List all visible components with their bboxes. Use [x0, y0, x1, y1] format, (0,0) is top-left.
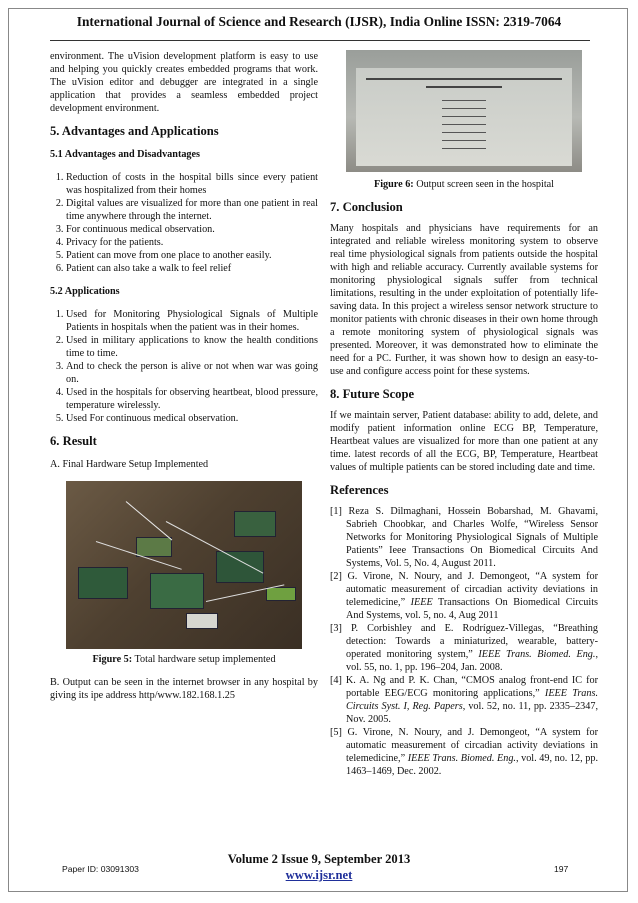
reference-venue: IEEE Trans. Biomed. Eng.	[407, 753, 516, 764]
reference-text: P. Corbishley and E. Rodríguez-Villegas, “Breathing detection: Towards a miniaturized, wearable, battery-operated monitoring system,”	[341, 623, 598, 660]
screen-text-line	[442, 108, 486, 109]
footer-page-number: 197	[554, 864, 569, 874]
reference-number: [3]	[330, 623, 342, 634]
list-item: 4. Privacy for the patients.	[66, 236, 318, 249]
reference-number: [1]	[330, 506, 342, 517]
footer-issue: Volume 2 Issue 9, September 2013	[227, 852, 411, 866]
list-item: 3. For continuous medical observation.	[66, 223, 318, 236]
result-b-text: B. Output can be seen in the internet browser in any hospital by giving its ipe address http/www.182.168.1.25	[50, 677, 318, 701]
reference-venue: IEEE	[410, 597, 433, 608]
conclusion-paragraph: Many hospitals and physicians have requirements for an integrated and reliable wireless monitoring system to observe real time physiological signals from patients outside the hospital with high and reliable accuracy. Currently available systems for monitoring physiological signals suffer from technical limitations, resulting in the under exploitation of potentially life-saving data. In this project a wireless sensor network structure to monitor patients with chronic diseases in their own home through a remote monitoring system of physiological signals was presented. Moreover, it was demonstrated how to eliminate the need for a PC. Further, it was shown how to design an easy-to-use and configure access point for these systems.	[330, 223, 598, 377]
list-item: 2. Used in military applications to know the health conditions time to time.	[66, 334, 318, 360]
browser-screen	[356, 68, 572, 166]
references-heading: References	[330, 483, 389, 497]
right-column	[330, 50, 598, 778]
section-7-heading: 7. Conclusion	[330, 200, 403, 214]
references-list	[330, 505, 598, 778]
advantages-list	[50, 171, 318, 275]
reference-details: Transactions On Biomedical Circuits And Systems, vol. 5, no. 4, Aug 2011	[346, 597, 598, 621]
reference-details: , vol. 49, no. 12, pp. 1463–1469, Dec. 2002.	[346, 753, 598, 777]
reference-item	[330, 726, 598, 778]
reference-text: G. Virone, N. Noury, and J. Demongeot, “A system for automatic measurement of circadian activity deviations in telemedicine,”	[341, 727, 598, 764]
list-item: 1. Reduction of costs in the hospital bills since every patient was hospitalized from their homes	[66, 171, 318, 197]
section-8-heading: 8. Future Scope	[330, 387, 415, 401]
intro-paragraph: environment. The uVision development platform is easy to use and helping you quickly creates embedded programs that work. The uVision editor and debugger are integrated in a single application that provides a seamless embedded project development environment.	[50, 51, 318, 114]
hardware-setup-photo	[66, 481, 302, 649]
section-6-heading: 6. Result	[50, 434, 97, 448]
reference-item	[330, 570, 598, 622]
screen-text-line	[442, 124, 486, 125]
list-item: 1. Used for Monitoring Physiological Signals of Multiple Patients in hospitals when the patient was in their homes.	[66, 308, 318, 334]
circuit-board	[136, 537, 172, 557]
circuit-board	[150, 573, 204, 609]
screen-text-line	[442, 140, 486, 141]
list-item: 5. Patient can move from one place to another easily.	[66, 249, 318, 262]
reference-item	[330, 505, 598, 570]
result-a-text: A. Final Hardware Setup Implemented	[50, 459, 209, 470]
reference-number: [2]	[330, 571, 342, 582]
circuit-board	[78, 567, 128, 599]
screen-title-line	[366, 78, 562, 80]
journal-header: International Journal of Science and Research (IJSR), India Online ISSN: 2319-7064	[76, 14, 562, 29]
reference-text: K. A. Ng and P. K. Chan, “CMOS analog front-end IC for portable EEG/ECG monitoring applications,”	[341, 675, 598, 699]
figure-6-label: Figure 6:	[373, 179, 414, 190]
reference-item	[330, 622, 598, 674]
lcd-display	[266, 587, 296, 601]
figure-5-caption	[50, 653, 318, 666]
list-item: 4. Used in the hospitals for observing heartbeat, blood pressure, temperature wirelessly.	[66, 386, 318, 412]
screen-text-line	[442, 148, 486, 149]
reference-text: Reza S. Dilmaghani, Hossein Bobarshad, M. Ghavami, Sabrieh Choobkar, and Charles Wolfe, “Wireless Sensor Networks for Monitoring Physiological Signals of Multiple Patients” Ieee Transactions On Biomedical Circuits And Systems, Vol. 5, No. 4, August 2011.	[341, 506, 598, 569]
website-link[interactable]: www.ijsr.net	[285, 868, 353, 882]
reference-text: G. Virone, N. Noury, and J. Demongeot, “A system for automatic measurement of circadian activity deviations in telemedicine,”	[341, 571, 598, 608]
applications-list	[50, 308, 318, 425]
output-screen-photo	[346, 50, 582, 172]
footer-paper-id: Paper ID: 03091303	[62, 864, 139, 874]
future-scope-paragraph: If we maintain server, Patient database: ability to add, delete, and modify patient information online ECG BP, Temperature, Heartbeat values are visualized for more than one patient at any time. latest records of all the ECG, BP, Temperature, Heartbeat values of multiple patients can be stored including date and time.	[330, 410, 598, 473]
reference-number: [5]	[330, 727, 342, 738]
figure-6-text: Output screen seen in the hospital	[413, 179, 555, 190]
figure-5-text: Total hardware setup implemented	[132, 654, 276, 665]
reference-number: [4]	[330, 675, 342, 686]
reference-venue: IEEE Trans. Circuits Syst. I, Reg. Papers	[346, 688, 598, 712]
list-item: 3. And to check the person is alive or not when war was going on.	[66, 360, 318, 386]
reference-item	[330, 674, 598, 726]
header-rule	[50, 40, 590, 41]
list-item: 2. Digital values are visualized for more than one patient in real time anywhere through the internet.	[66, 197, 318, 223]
figure-5-label: Figure 5:	[92, 654, 133, 665]
screen-text-line	[442, 116, 486, 117]
reference-details: , vol. 55, no. 1, pp. 196–204, Jan. 2008.	[346, 649, 598, 673]
section-5-heading: 5. Advantages and Applications	[50, 124, 219, 138]
figure-6-caption	[330, 178, 598, 191]
section-5-1-heading: 5.1 Advantages and Disadvantages	[50, 149, 201, 160]
screen-text-line	[442, 100, 486, 101]
screen-text-line	[442, 132, 486, 133]
circuit-board	[234, 511, 276, 537]
list-item: 5. Used For continuous medical observation.	[66, 412, 318, 425]
list-item: 6. Patient can also take a walk to feel relief	[66, 262, 318, 275]
serial-connector	[186, 613, 218, 629]
reference-details: , vol. 52, no. 11, pp. 2335–2347, Nov. 2005.	[346, 701, 598, 725]
circuit-board	[216, 551, 264, 583]
section-5-2-heading: 5.2 Applications	[50, 286, 120, 297]
left-column	[50, 50, 318, 702]
reference-venue: IEEE Trans. Biomed. Eng.	[478, 649, 596, 660]
screen-title-line	[426, 86, 502, 88]
